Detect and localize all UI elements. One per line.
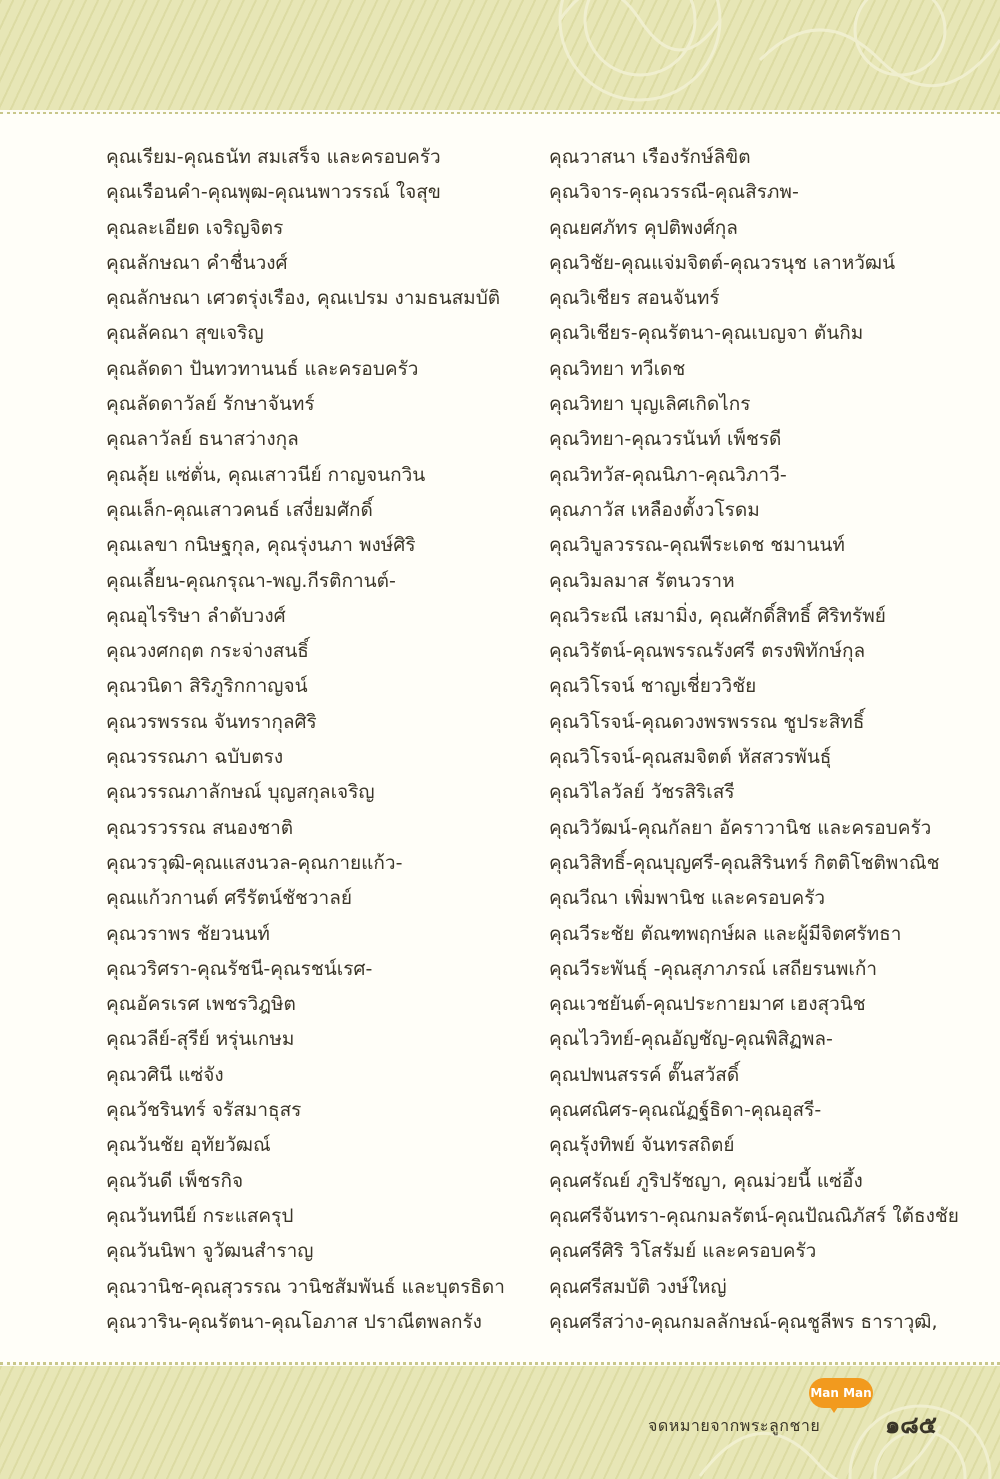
donor-name: คุณศณิศร-คุณณัฏฐ์ธิดา-คุณอุสรี-: [549, 1099, 822, 1122]
donor-name: คุณวิมลมาส รัตนวราห: [549, 569, 735, 592]
page-number: ๑๘๕: [885, 1411, 937, 1439]
donor-name: คุณวิไลวัลย์ วัชรสิริเสรี: [549, 781, 735, 804]
donor-name: คุณเรือนคำ-คุณพุฒ-คุณนพาวรรณ์ ใจสุข: [106, 181, 441, 204]
donor-name: คุณยศภัทร คุปติพงศ์กุล: [549, 216, 738, 239]
donor-name: คุณวีระชัย ตัณฑพฤกษ์ผล และผู้มีจิตศรัทธา: [549, 922, 902, 945]
donor-name: คุณศรีจันทรา-คุณกมลรัตน์-คุณปัณณิภัสร์ ใต้ธงชัย: [549, 1204, 959, 1227]
donor-name: คุณวงศกฤต กระจ่างสนธิ์: [106, 640, 309, 663]
donor-name: คุณเลขา กนิษฐกุล, คุณรุ่งนภา พงษ์ศิริ: [106, 534, 416, 557]
donor-name: คุณวิจาร-คุณวรรณี-คุณสิรภพ-: [549, 181, 799, 204]
donor-name: คุณวันชัย อุทัยวัฒณ์: [106, 1134, 271, 1157]
donor-name: คุณวาสนา เรืองรักษ์ลิขิต: [549, 146, 751, 168]
donor-name: คุณวาริน-คุณรัตนา-คุณโอภาส ปราณีตพลกรัง: [106, 1310, 482, 1333]
donor-name: คุณเล็ก-คุณเสาวคนธ์ เสงี่ยมศักดิ์: [106, 498, 373, 521]
donor-name: คุณวิโรจน์-คุณดวงพรพรรณ ชูประสิทธิ์: [549, 710, 865, 733]
donor-name: คุณวริศรา-คุณรัชนี-คุณรชน์เรศ-: [106, 957, 373, 980]
donor-name: คุณวรพรรณ จันทรากุลศิริ: [106, 710, 317, 733]
donor-name: คุณวิรัตน์-คุณพรรณรังศรี ตรงพิทักษ์กุล: [549, 640, 866, 663]
book-title: จดหมายจากพระลูกชาย: [648, 1416, 821, 1435]
donor-name: คุณวิทวัส-คุณนิภา-คุณวิภาวี-: [549, 463, 787, 486]
donor-name: คุณวิระณี เสมามิ่ง, คุณศักดิ์สิทธิ์ ศิริทรัพย์: [549, 604, 886, 627]
donor-name: คุณวันนิพา จูวัฒนสำราญ: [106, 1240, 314, 1263]
donor-name: คุณวิโรจน์ ชาญเชี่ยววิชัย: [549, 675, 757, 698]
donor-list-right: [549, 140, 989, 1340]
donor-name: คุณภาวัส เหลืองตั้งวโรดม: [549, 498, 760, 521]
publisher-logo: Man Man: [809, 1378, 873, 1408]
donor-name: คุณวานิช-คุณสุวรรณ วานิชสัมพันธ์ และบุตรธิดา: [106, 1275, 505, 1298]
donor-name: คุณวิทยา บุญเลิศเกิดไกร: [549, 393, 751, 416]
header-decoration: [0, 0, 1000, 110]
donor-name: คุณลัดดา ปันทวทานนธ์ และครอบครัว: [106, 357, 419, 380]
donor-name: คุณวนิดา สิริภูริกกาญจน์: [106, 675, 308, 698]
donor-name: คุณวิโรจน์-คุณสมจิตต์ หัสสวรพันธุ์: [549, 746, 832, 769]
donor-name: คุณวิวัฒน์-คุณกัลยา อัคราวานิช และครอบครัว: [549, 816, 932, 839]
donor-name: คุณละเอียด เจริญจิตร: [106, 216, 284, 239]
donor-name: คุณอุไรริษา ลำดับวงศ์: [106, 604, 286, 627]
donor-name: คุณศรัณย์ ภูริปรัชญา, คุณม่วยนี้ แซ่อึ้ง: [549, 1169, 863, 1192]
donor-name: คุณวันทนีย์ กระแสครุป: [106, 1204, 294, 1227]
donor-name: คุณวัชรินทร์ จรัสมาธุสร: [106, 1099, 302, 1122]
donor-name: คุณวิชัย-คุณแจ่มจิตต์-คุณวรนุช เลาหวัฒน์: [549, 251, 896, 274]
logo-speech-tail: [828, 1404, 840, 1413]
donor-name: คุณแก้วกานต์ ศรีรัตน์ชัชวาลย์: [106, 887, 352, 910]
donor-name: คุณวรรณภาลักษณ์ บุญสกุลเจริญ: [106, 781, 375, 804]
donor-name: คุณวิทยา-คุณวรนันท์ เพ็ชรดี: [549, 428, 782, 451]
donor-name: คุณเวชยันต์-คุณประกายมาศ เฮงสุวนิช: [549, 993, 866, 1016]
donor-name: คุณวรรณภา ฉบับตรง: [106, 746, 284, 769]
donor-name: คุณอัครเรศ เพชรวิฎษิต: [106, 993, 296, 1016]
floral-ornament: [0, 0, 1000, 110]
donor-name: คุณวิเชียร สอนจันทร์: [549, 287, 720, 310]
footer-divider: [0, 1362, 1000, 1365]
donor-list-left: [106, 140, 536, 1340]
donor-name: คุณวิบูลวรรณ-คุณพีระเดช ชมานนท์: [549, 534, 845, 557]
donor-name: คุณศรีสมบัติ วงษ์ใหญ่: [549, 1275, 727, 1298]
donor-name: คุณลัคณา สุขเจริญ: [106, 322, 264, 345]
donor-name: คุณวรวรรณ สนองชาติ: [106, 816, 294, 839]
donor-name: คุณวราพร ชัยวนนท์: [106, 922, 270, 945]
donor-name: คุณวีณา เพิ่มพานิช และครอบครัว: [549, 887, 826, 910]
donor-name: คุณปพนสรรค์ ตั๊นสวัสดิ์: [549, 1063, 740, 1086]
donor-name: คุณศรีศิริ วิโสรัมย์ และครอบครัว: [549, 1240, 817, 1263]
donor-name: คุณวิสิทธิ์-คุณบุญศรี-คุณสิรินทร์ กิตติโชติพาณิช: [549, 851, 940, 874]
donor-name: คุณลัดดาวัลย์ รักษาจันทร์: [106, 393, 315, 416]
donor-name: คุณวันดี เพ็ชรกิจ: [106, 1169, 244, 1192]
donor-name: คุณวศินี แซ่จัง: [106, 1063, 224, 1086]
donor-name: คุณลักษณา เศวตรุ่งเรือง, คุณเปรม งามธนสมบัติ: [106, 287, 501, 310]
donor-name: คุณศรีสว่าง-คุณกมลลักษณ์-คุณชูลีพร ธาราวุฒิ,: [549, 1310, 938, 1333]
donor-name: คุณวรวุฒิ-คุณแสงนวล-คุณกายแก้ว-: [106, 851, 403, 874]
donor-name: คุณวิทยา ทวีเดช: [549, 357, 686, 380]
donor-name: คุณลุ้ย แซ่ตั่น, คุณเสาวนีย์ กาญจนกวิน: [106, 463, 426, 486]
donor-name: คุณวิเชียร-คุณรัตนา-คุณเบญจา ตันกิม: [549, 322, 864, 345]
donor-name: คุณไววิทย์-คุณอัญชัญ-คุณพิสิฏพล-: [549, 1028, 833, 1051]
donor-name: คุณลาวัลย์ ธนาสว่างกุล: [106, 428, 299, 451]
donor-name: คุณวีระพันธุ์ -คุณสุภาภรณ์ เสถียรนพเก้า: [549, 957, 878, 980]
donor-name: คุณวลีย์-สุรีย์ หรุ่นเกษม: [106, 1028, 295, 1051]
donor-name: คุณเรียม-คุณธนัท สมเสร็จ และครอบครัว: [106, 146, 441, 168]
donor-name: คุณเลี้ยน-คุณกรุณา-พญ.กีรติกานต์-: [106, 569, 396, 592]
donor-name: คุณรุ้งทิพย์ จันทรสถิตย์: [549, 1134, 735, 1157]
donor-name: คุณลักษณา คำชื่นวงศ์: [106, 251, 288, 274]
